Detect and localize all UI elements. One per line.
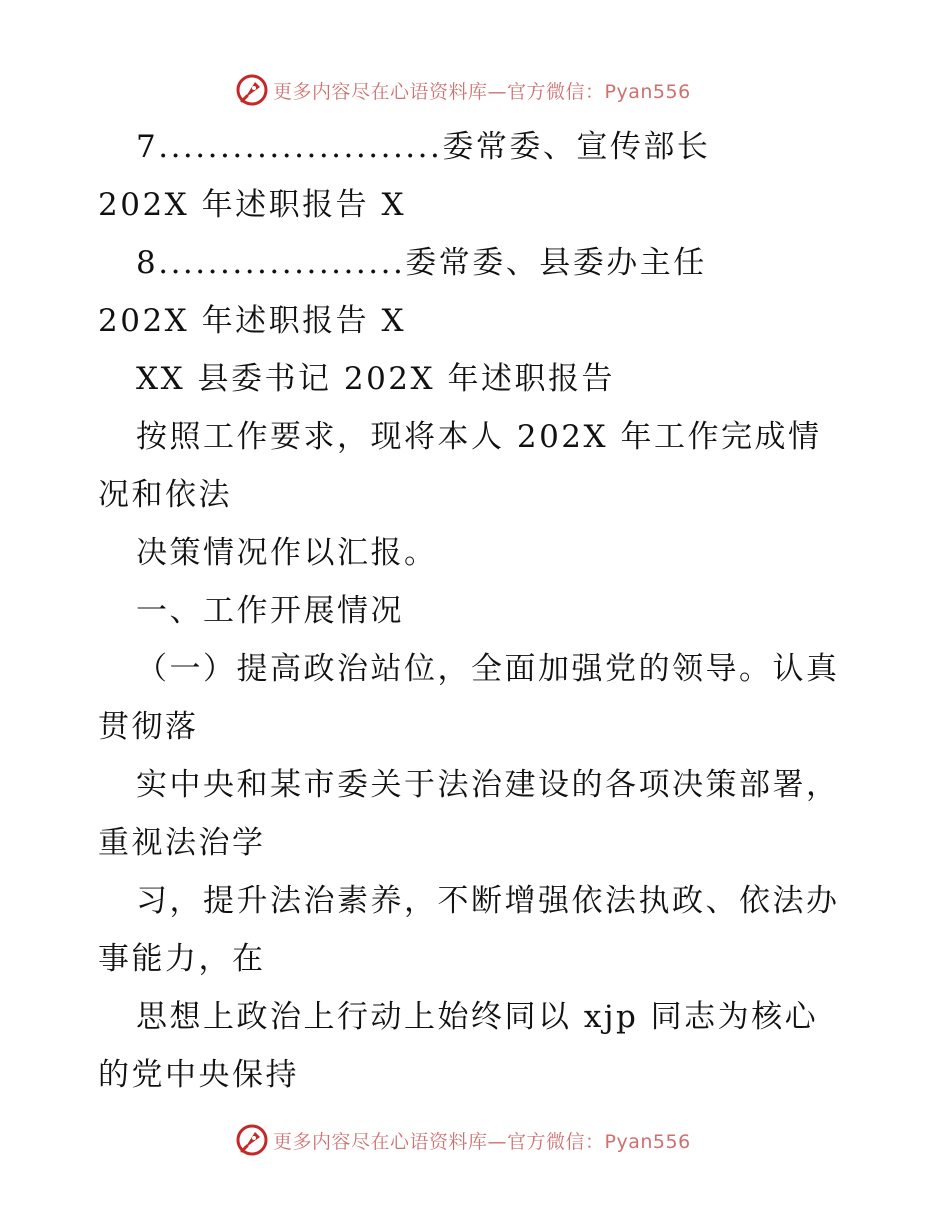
toc-entry-8: 8....................委常委、县委办主任	[136, 245, 707, 281]
paragraph-line: 决策情况作以汇报。	[136, 535, 438, 571]
section-heading: 一、工作开展情况	[136, 593, 404, 629]
footer-banner	[235, 1122, 691, 1158]
paragraph-line: 的党中央保持	[98, 1057, 299, 1093]
paragraph-line: 贯彻落	[98, 709, 199, 745]
toc-entry-7: 7.......................委常委、宣传部长	[136, 129, 711, 165]
report-title: XX 县委书记 202X 年述职报告	[136, 361, 615, 397]
paragraph-line: 况和依法	[98, 477, 232, 513]
paragraph-line: 思想上政治上行动上始终同以 xjp 同志为核心	[136, 999, 819, 1035]
pen-nib-logo-icon	[235, 1123, 269, 1157]
toc-entry-7-continued: 202X 年述职报告 X	[98, 187, 407, 223]
subsection-heading: （一）提高政治站位，全面加强党的领导。认真	[136, 651, 840, 687]
toc-entry-8-continued: 202X 年述职报告 X	[98, 303, 407, 339]
paragraph-line: 按照工作要求，现将本人 202X 年工作完成情	[136, 419, 822, 455]
footer-banner-text: 更多内容尽在心语资料库—官方微信：Pyan556	[273, 1130, 691, 1153]
header-banner-text: 更多内容尽在心语资料库—官方微信：Pyan556	[273, 80, 691, 103]
paragraph-line: 重视法治学	[98, 825, 266, 861]
paragraph-line: 事能力，在	[98, 941, 266, 977]
paragraph-line: 习，提升法治素养，不断增强依法执政、依法办	[136, 883, 840, 919]
paragraph-line: 实中央和某市委关于法治建设的各项决策部署，	[136, 767, 840, 803]
